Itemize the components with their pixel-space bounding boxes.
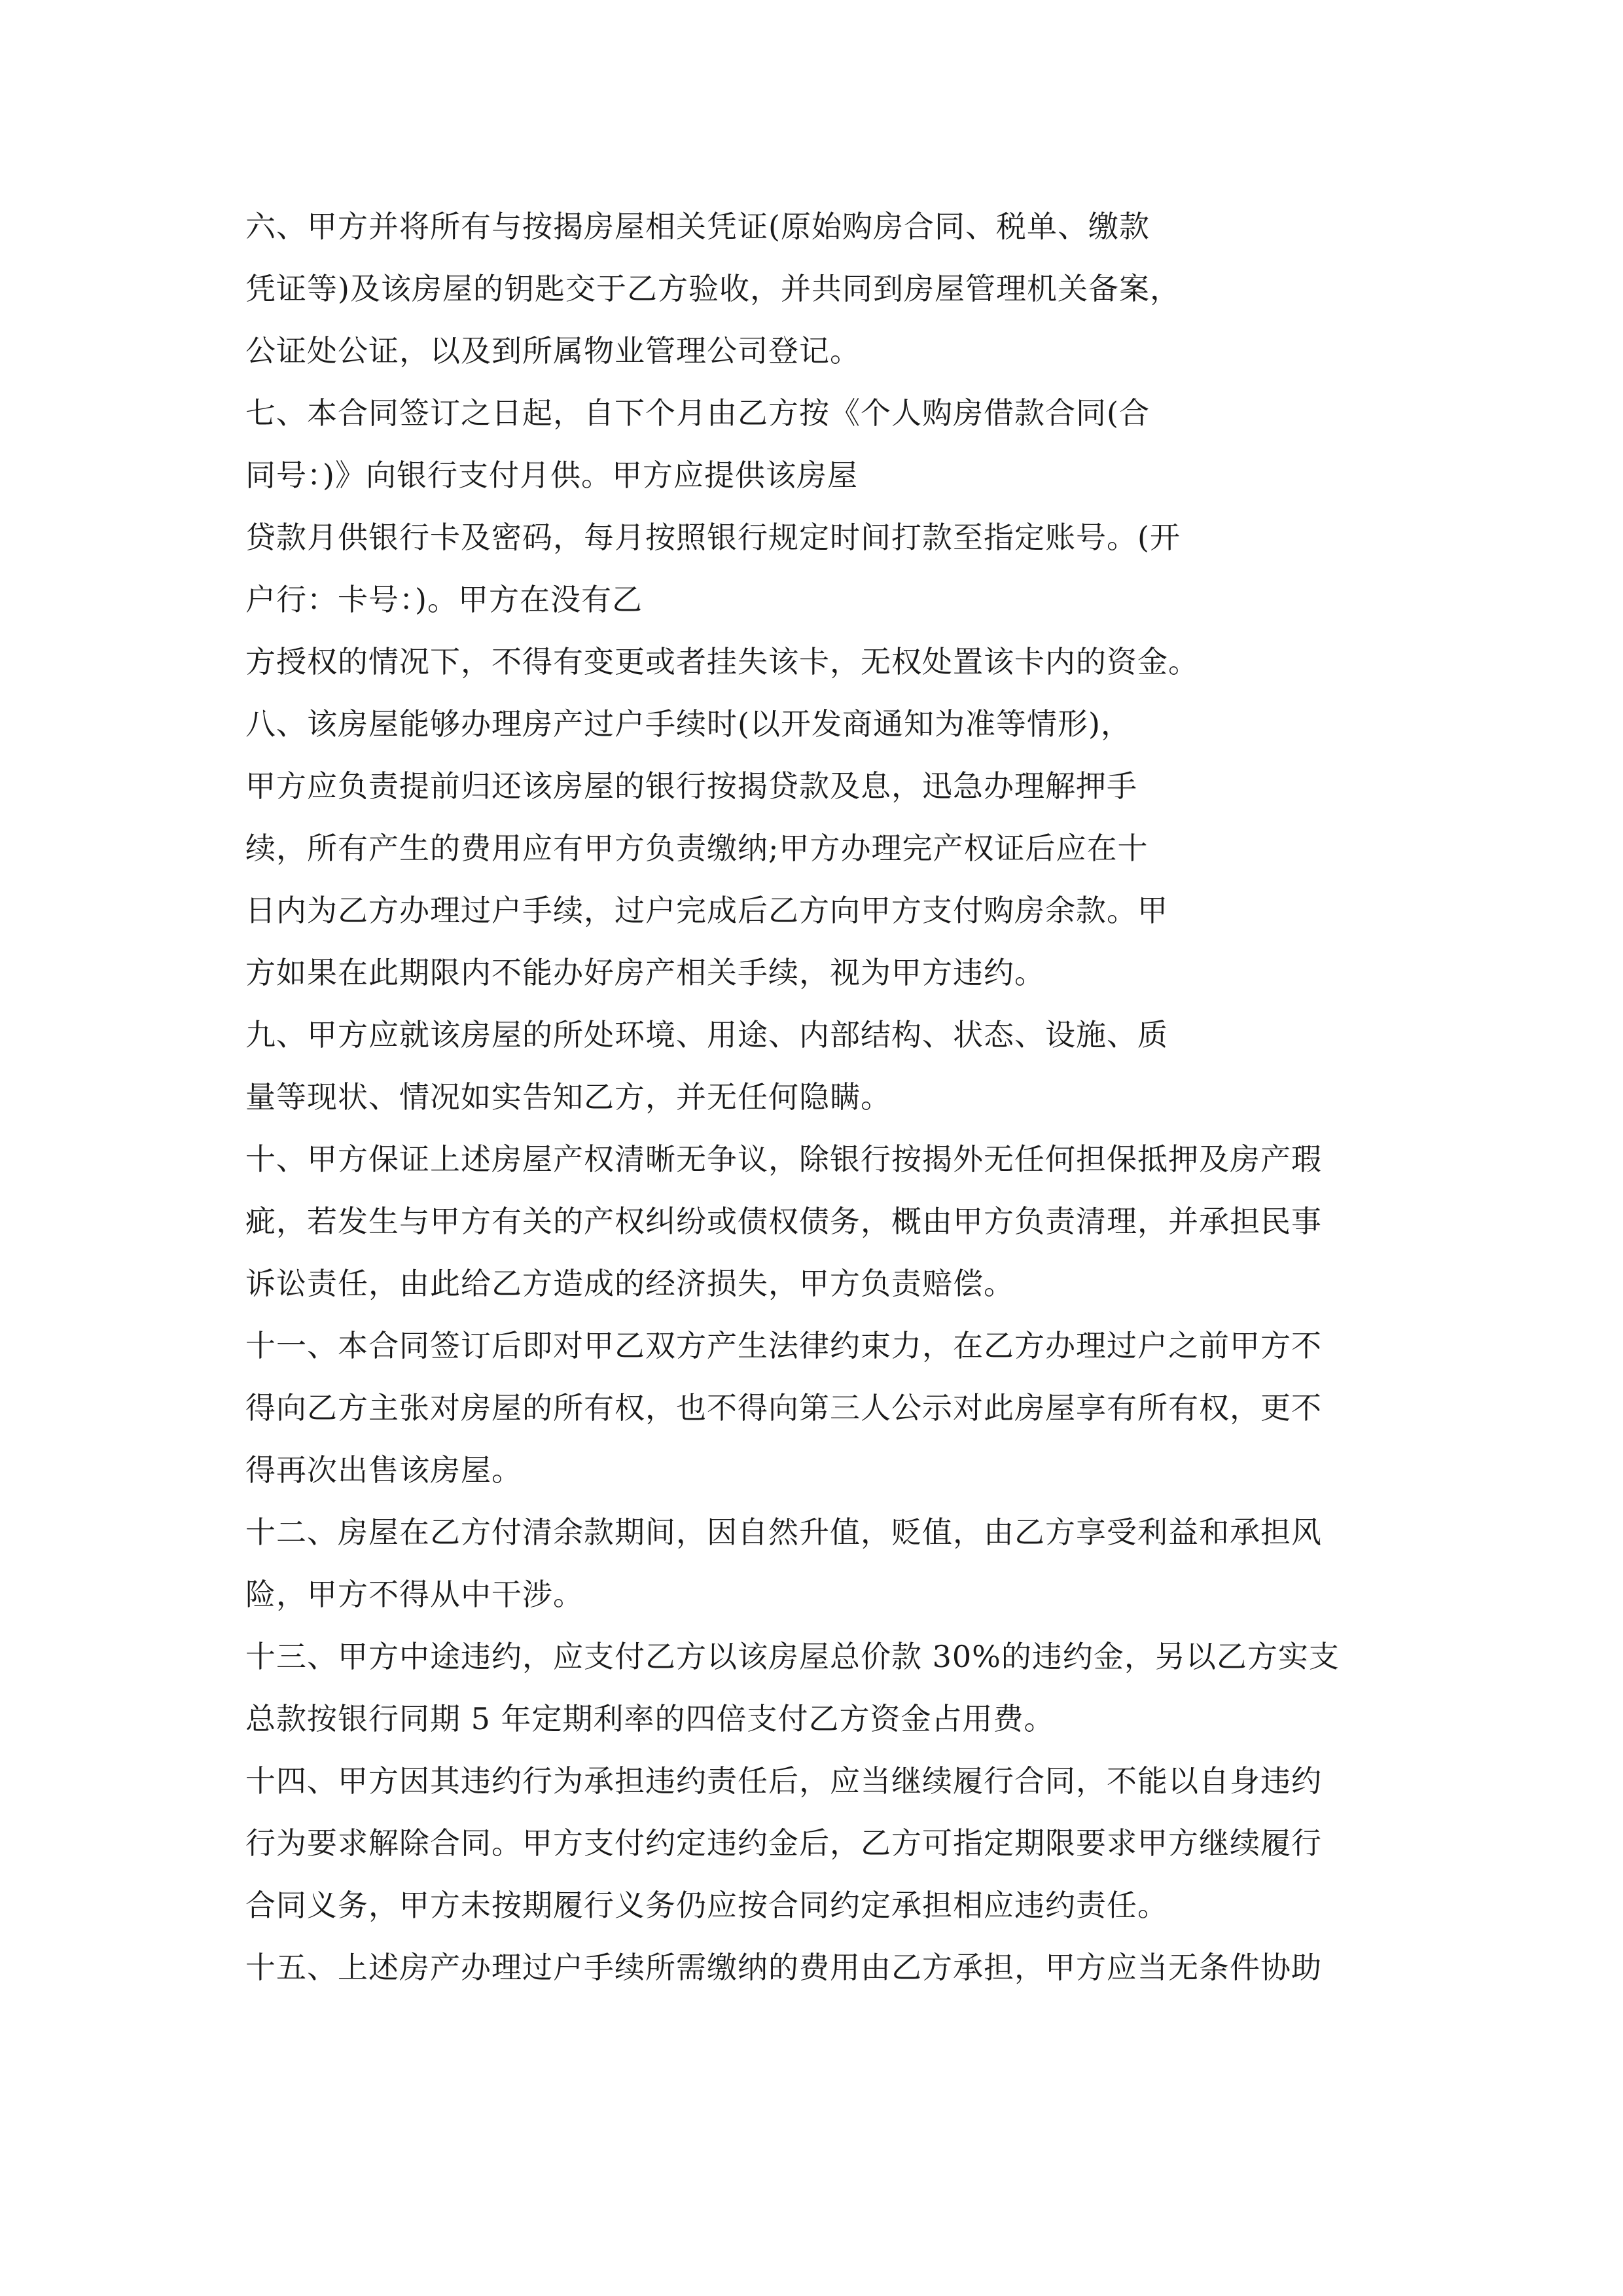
clause-8-line-3: 续，所有产生的费用应有甲方负责缴纳;甲方办理完产权证后应在十 — [245, 831, 1149, 866]
clause-14-line-1: 十四、甲方因其违约行为承担违约责任后，应当继续履行合同，不能以自身违约 — [245, 1763, 1322, 1799]
clause-7-line-4: 户行：卡号：)。甲方在没有乙 — [245, 582, 643, 617]
clause-11-line-2: 得向乙方主张对房屋的所有权，也不得向第三人公示对此房屋享有所有权，更不 — [245, 1390, 1322, 1426]
clause-8-line-5: 方如果在此期限内不能办好房产相关手续，视为甲方违约。 — [245, 955, 1045, 990]
clause-7-line-2: 同号：)》向银行支付月供。甲方应提供该房屋 — [245, 457, 858, 493]
clause-10-line-2: 疵，若发生与甲方有关的产权纠纷或债权债务，概由甲方负责清理，并承担民事 — [245, 1204, 1322, 1239]
clause-8-line-1: 八、该房屋能够办理房产过户手续时(以开发商通知为准等情形)， — [245, 706, 1132, 742]
clause-6-line-1: 六、甲方并将所有与按揭房屋相关凭证(原始购房合同、税单、缴款 — [245, 209, 1150, 244]
clause-10-line-1: 十、甲方保证上述房屋产权清晰无争议，除银行按揭外无任何担保抵押及房产瑕 — [245, 1141, 1322, 1177]
clause-12-line-1: 十二、房屋在乙方付清余款期间，因自然升值，贬值，由乙方享受利益和承担风 — [245, 1515, 1322, 1550]
clause-8-line-2: 甲方应负责提前归还该房屋的银行按揭贷款及息，迅急办理解押手 — [245, 768, 1137, 804]
clause-8-line-4: 日内为乙方办理过户手续，过户完成后乙方向甲方支付购房余款。甲 — [245, 893, 1168, 928]
clause-7-line-1: 七、本合同签订之日起，自下个月由乙方按《个人购房借款合同(合 — [245, 395, 1150, 431]
clause-6-line-3: 公证处公证，以及到所属物业管理公司登记。 — [245, 333, 861, 368]
clause-13-line-1: 十三、甲方中途违约，应支付乙方以该房屋总价款 30%的违约金，另以乙方实支 — [245, 1639, 1340, 1674]
clause-6-line-2: 凭证等)及该房屋的钥匙交于乙方验收，并共同到房屋管理机关备案， — [245, 271, 1181, 306]
clause-7-line-5: 方授权的情况下，不得有变更或者挂失该卡，无权处置该卡内的资金。 — [245, 644, 1199, 679]
clause-15-line-1: 十五、上述房产办理过户手续所需缴纳的费用由乙方承担，甲方应当无条件协助 — [245, 1950, 1322, 1985]
clause-12-line-2: 险，甲方不得从中干涉。 — [245, 1577, 584, 1612]
clause-11-line-3: 得再次出售该房屋。 — [245, 1452, 522, 1488]
clause-9-line-2: 量等现状、情况如实告知乙方，并无任何隐瞒。 — [245, 1079, 891, 1115]
clause-10-line-3: 诉讼责任，由此给乙方造成的经济损失，甲方负责赔偿。 — [245, 1266, 1014, 1301]
clause-13-line-2: 总款按银行同期 5 年定期利率的四倍支付乙方资金占用费。 — [245, 1701, 1055, 1736]
clause-11-line-1: 十一、本合同签订后即对甲乙双方产生法律约束力，在乙方办理过户之前甲方不 — [245, 1328, 1322, 1363]
clause-14-line-3: 合同义务，甲方未按期履行义务仍应按合同约定承担相应违约责任。 — [245, 1888, 1168, 1923]
clause-14-line-2: 行为要求解除合同。甲方支付约定违约金后，乙方可指定期限要求甲方继续履行 — [245, 1825, 1322, 1861]
clause-7-line-3: 贷款月供银行卡及密码，每月按照银行规定时间打款至指定账号。(开 — [245, 520, 1181, 555]
clause-9-line-1: 九、甲方应就该房屋的所处环境、用途、内部结构、状态、设施、质 — [245, 1017, 1168, 1052]
